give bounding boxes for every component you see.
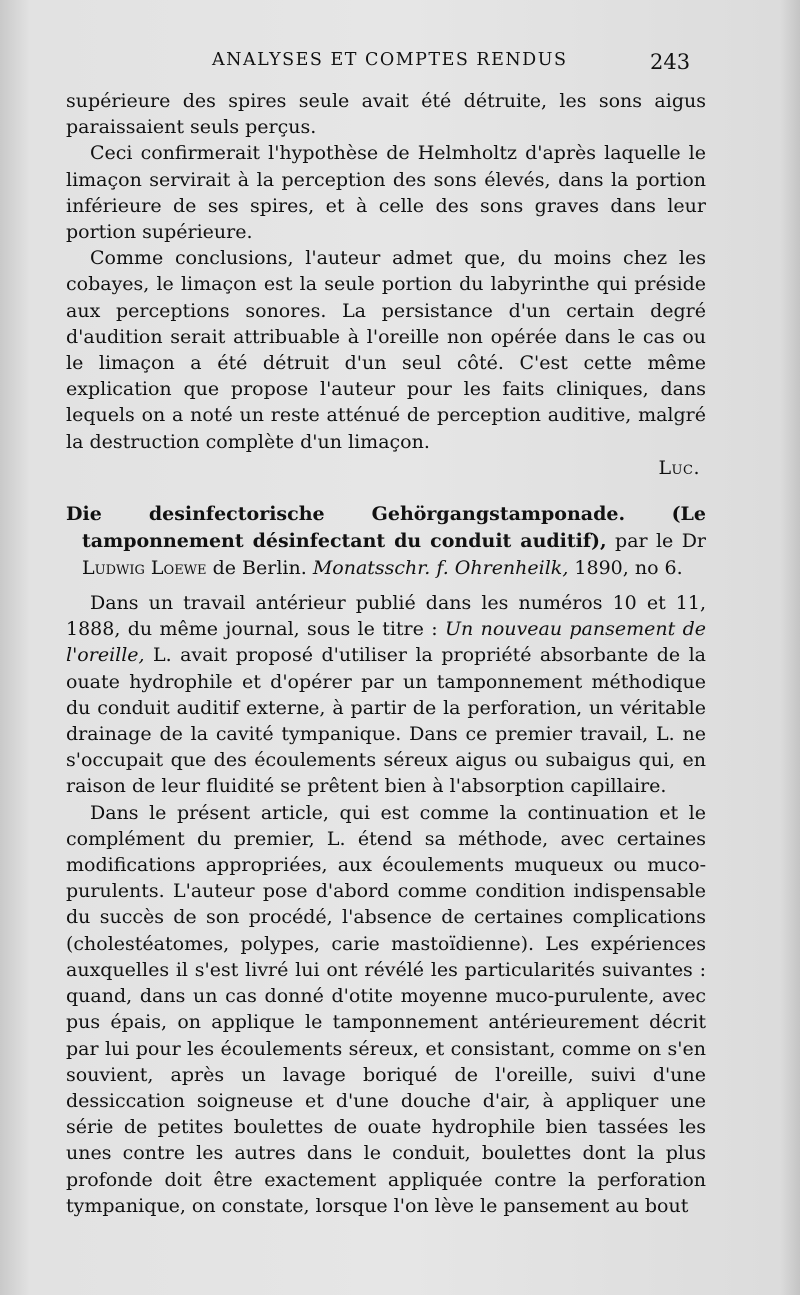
entry-city: de Berlin. (212, 557, 307, 580)
paragraph-5: Dans le présent article, qui est comme la continuation et le complément du premier, L. étend sa méthode, avec certaines modifications appropriées, aux écoulements muqueux ou muco-purulents. L'auteur pose d'abord comme condition indispensable du succès de son procédé, l'absence de certaines complications (cholestéatomes, polypes, carie mastoïdienne). Les expériences auxquelles il s'est livré lui ont révélé les particularités suivantes : quand, dans un cas donné d'otite moyenne muco-purulente, avec pus épais, on applique le tamponnement antérieurement décrit par lui pour les écoulements séreux, et consistant, comme on s'en souvient, après un lavage boriqué de l'oreille, suivi d'une dessiccation soigneuse et d'une douche d'air, à appliquer une série de petites boulettes de ouate hydrophile bien tassées les unes contre les autres dans le conduit, boulettes dont la plus profonde doit être exactement appliquée contre la perforation tympanique, on constate, lorsque l'on lève le pansement au bout (66, 801, 706, 1217)
entry-doctor: Dr (681, 530, 707, 553)
review-entry-heading (66, 501, 706, 582)
signature: Luc. (658, 456, 700, 479)
entry-par-le: par le (615, 530, 674, 553)
paragraph-1: supérieure des spires seule avait été détruite, les sons aigus paraissaient seuls perçus. (66, 90, 706, 139)
page-body (66, 88, 706, 1219)
paragraph-3: Comme conclusions, l'auteur admet que, du moins chez les cobayes, le limaçon est la seule portion du labyrinthe qui préside aux perceptions sonores. La persistance d'un certain degré d'audition serait attribuable à l'oreille non opérée dans le cas ou le limaçon a été détruit d'un seul côté. C'est cette même explication que propose l'auteur pour les faits cliniques, dans lequels on a noté un reste atténué de perception auditive, malgré la destruction complète d'un limaçon. (66, 247, 706, 453)
entry-author: Ludwig Loewe (82, 557, 207, 580)
entry-title: Die desinfectorische Gehörgangstamponade. (66, 503, 626, 526)
paragraph-2: Ceci confirmerait l'hypothèse de Helmholtz d'après laquelle le limaçon servirait à la perception des sons élevés, dans la portion inférieure de ses spires, et à celle des sons graves dans leur portion supérieure. (66, 142, 706, 244)
paragraph-4 (66, 590, 706, 800)
paragraph-4-part-b: L. avait proposé d'utiliser la propriété absorbante de la ouate hydrophile et d'opérer par un tamponnement méthodique du conduit auditif externe, à partir de la perforation, un véritable drainage de la cavité tympanique. Dans ce premier travail, L. ne s'occupait que des écoulements séreux aigus ou subaigus qui, en raison de leur fluidité se prêtent bien à l'absorption capillaire. (66, 644, 706, 798)
running-head: ANALYSES ET COMPTES RENDUS (212, 50, 568, 70)
entry-translation: (Le tamponnement désinfectant du conduit auditif), (82, 503, 706, 553)
entry-journal: Monatsschr. f. Ohrenheilk, (312, 557, 569, 580)
paragraph-4-part-a: Dans un travail antérieur publié dans les numéros 10 et 11, 1888, du même journal, sous le titre : (66, 592, 706, 641)
page-number: 243 (650, 50, 691, 74)
page-header (0, 50, 800, 80)
paragraph-4-title: Un nouveau pansement de l'oreille, (66, 618, 707, 667)
entry-citation: 1890, no 6. (574, 557, 683, 580)
